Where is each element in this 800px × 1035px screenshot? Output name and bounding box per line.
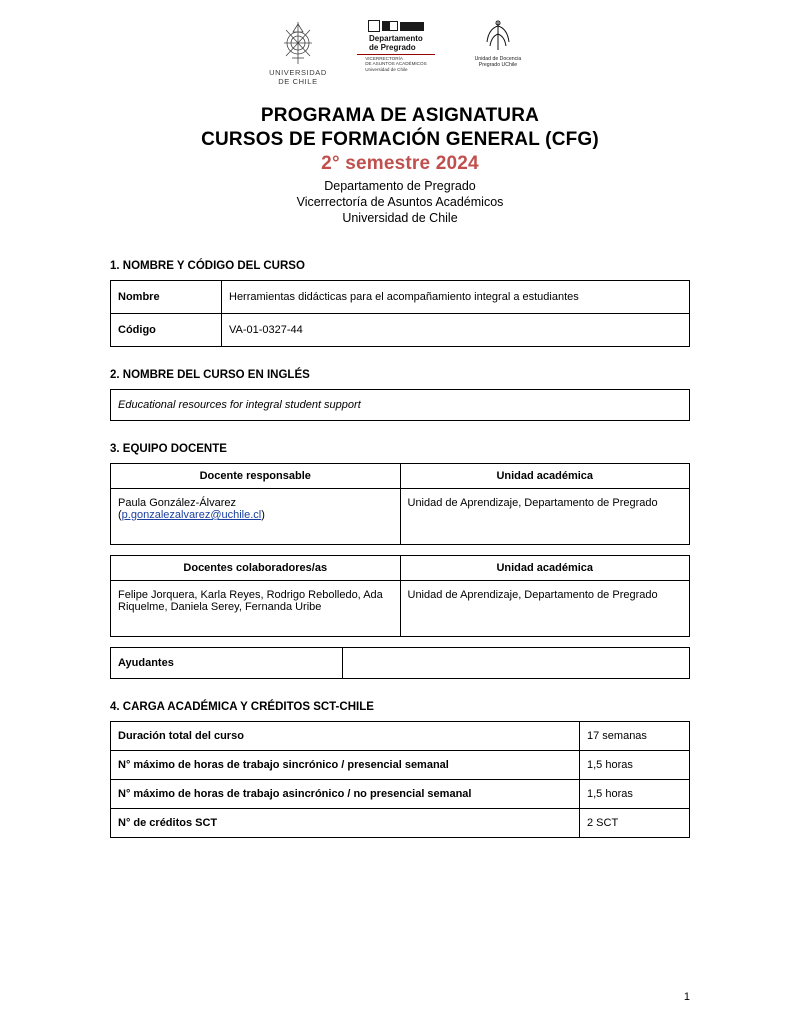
- table-row: [111, 281, 690, 314]
- table-header-row: [111, 464, 690, 489]
- creditos-sct-label: N° de créditos SCT: [111, 809, 580, 838]
- ayudantes-table: [110, 647, 690, 679]
- unidad-de-docencia-logo: [465, 20, 531, 68]
- docentes-colaboradores-names: Felipe Jorquera, Karla Reyes, Rodrigo Rebolledo, Ada Riquelme, Daniela Serey, Fernanda Uribe: [111, 581, 401, 637]
- docente-email-link[interactable]: p.gonzalezalvarez@uchile.cl: [121, 509, 262, 521]
- document-subtitle-line1: Departamento de Pregrado: [324, 179, 476, 193]
- document-subtitle: [110, 178, 690, 226]
- table-row: [111, 780, 690, 809]
- section-2-heading: 2. NOMBRE DEL CURSO EN INGLÉS: [110, 369, 310, 381]
- docentes-colaboradores-header: Docentes colaboradores/as: [111, 556, 401, 581]
- departamento-logo-title: Departamento de Pregrado: [369, 34, 423, 52]
- docente-email-open: (: [118, 509, 122, 521]
- table-row: [111, 581, 690, 637]
- document-subtitle-line3: Universidad de Chile: [342, 211, 458, 225]
- course-code-value: VA-01-0327-44: [222, 314, 690, 347]
- page-number: 1: [683, 991, 690, 1003]
- docente-responsable-cell: [111, 489, 401, 545]
- ayudantes-value: [342, 648, 689, 679]
- table-row: [111, 722, 690, 751]
- document-title-semester: 2° semestre 2024: [321, 153, 479, 174]
- course-name-label: Nombre: [111, 281, 222, 314]
- horas-sincronicas-label: N° máximo de horas de trabajo sincrónico / presencial semanal: [111, 751, 580, 780]
- unidad-academica-header: Unidad académica: [400, 556, 690, 581]
- ayudantes-label: Ayudantes: [111, 648, 343, 679]
- departamento-de-pregrado-logo: [357, 20, 435, 72]
- docente-responsable-unidad: Unidad de Aprendizaje, Departamento de Pregrado: [400, 489, 690, 545]
- table-row: [111, 751, 690, 780]
- table-row: [111, 489, 690, 545]
- horas-asincronicas-label: N° máximo de horas de trabajo asincrónico / no presencial semanal: [111, 780, 580, 809]
- header-logos: [110, 20, 690, 86]
- docente-responsable-header: Docente responsable: [111, 464, 401, 489]
- departamento-logo-subtitle: VICERRECTORÍA DE ASUNTOS ACADÉMICOS Universidad de Chile: [365, 56, 427, 72]
- creditos-sct-value: 2 SCT: [580, 809, 690, 838]
- section-4-heading: 4. CARGA ACADÉMICA Y CRÉDITOS SCT-CHILE: [110, 701, 374, 713]
- horas-asincronicas-value: 1,5 horas: [580, 780, 690, 809]
- table-header-row: [111, 556, 690, 581]
- unidad-docencia-mark-icon: [483, 20, 513, 54]
- table-row: [111, 809, 690, 838]
- course-code-label: Código: [111, 314, 222, 347]
- docente-responsable-table: [110, 463, 690, 545]
- document-title-line1: PROGRAMA DE ASIGNATURA: [260, 105, 540, 126]
- course-name-value: Herramientas didácticas para el acompañamiento integral a estudiantes: [222, 281, 690, 314]
- duracion-label: Duración total del curso: [111, 722, 580, 751]
- section-1-heading: 1. NOMBRE Y CÓDIGO DEL CURSO: [110, 260, 305, 272]
- unidad-academica-header: Unidad académica: [400, 464, 690, 489]
- departamento-logo-mark-icon: [368, 20, 424, 32]
- table-row: [111, 390, 690, 421]
- course-english-name-value: Educational resources for integral student support: [111, 390, 690, 421]
- table-row: [111, 314, 690, 347]
- docentes-colaboradores-table: [110, 555, 690, 637]
- duracion-value: 17 semanas: [580, 722, 690, 751]
- document-title-line2: CURSOS DE FORMACIÓN GENERAL (CFG): [201, 129, 599, 150]
- uchile-logo-text: UNIVERSIDAD DE CHILE: [269, 68, 327, 86]
- docente-email-close: ): [261, 509, 265, 521]
- unidad-docencia-logo-text: Unidad de Docencia Pregrado UChile: [474, 56, 522, 69]
- horas-sincronicas-value: 1,5 horas: [580, 751, 690, 780]
- course-english-name-table: [110, 389, 690, 421]
- carga-academica-table: [110, 721, 690, 838]
- document-title: [110, 104, 690, 176]
- section-3-heading: 3. EQUIPO DOCENTE: [110, 443, 227, 455]
- docente-responsable-name: Paula González-Álvarez: [118, 497, 237, 509]
- table-row: [111, 648, 690, 679]
- departamento-logo-rule: [357, 54, 435, 55]
- document-subtitle-line2: Vicerrectoría de Asuntos Académicos: [296, 195, 504, 209]
- course-name-table: [110, 280, 690, 347]
- docentes-colaboradores-unidad: Unidad de Aprendizaje, Departamento de Pregrado: [400, 581, 690, 637]
- universidad-de-chile-logo: [269, 20, 327, 86]
- uchile-crest-icon: [280, 20, 316, 66]
